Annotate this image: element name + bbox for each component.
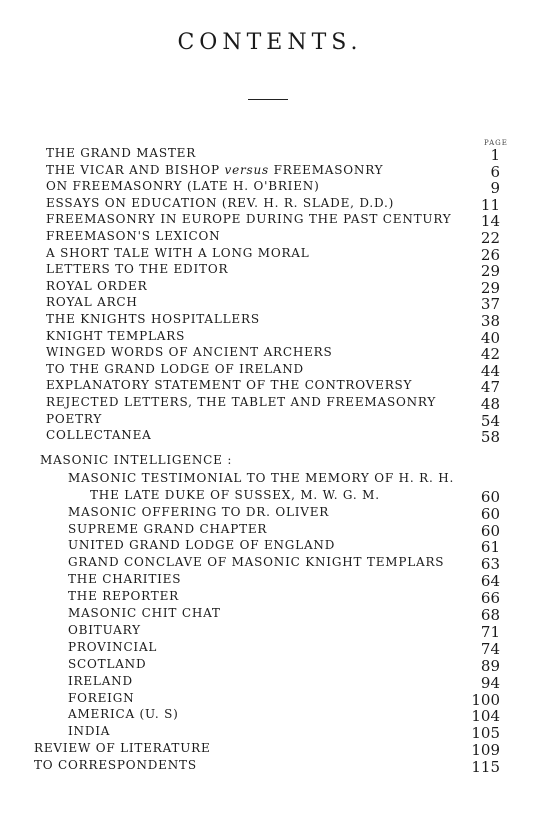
contents-entry — [0, 329, 540, 347]
entry-page-number: 1 — [490, 146, 500, 164]
contents-entry — [0, 229, 540, 247]
masonic-intelligence-entry — [0, 522, 540, 540]
entry-page-number: 61 — [480, 538, 500, 557]
entry-title: ROYAL ORDER — [46, 278, 148, 293]
entry-page-number: 60 — [480, 521, 500, 540]
entry-title-italic: versus — [224, 162, 269, 177]
entry-title: FOREIGN — [68, 690, 135, 705]
entry-title: THE REPORTER — [68, 589, 179, 604]
entry-page-number: 9 — [490, 179, 500, 198]
entry-title: MASONIC CHIT CHAT — [68, 606, 221, 620]
contents-entry — [0, 345, 540, 363]
entry-page-number: 48 — [480, 395, 500, 413]
contents-entry — [0, 295, 540, 313]
entry-title — [46, 163, 383, 177]
entry-page-number: 26 — [480, 245, 500, 264]
entry-title: ESSAYS ON EDUCATION (REV. H. R. SLADE, D.D.) — [46, 195, 395, 210]
entry-title: ON FREEMASONRY (LATE H. O'BRIEN) — [46, 179, 320, 194]
contents-entry — [0, 179, 540, 197]
contents-entry — [0, 279, 540, 297]
section-heading: MASONIC INTELLIGENCE : — [40, 452, 233, 467]
entry-title: FREEMASON'S LEXICON — [46, 229, 221, 243]
entry-page-number: 89 — [480, 656, 500, 675]
entry-title: THE GRAND MASTER — [46, 146, 197, 160]
entry-title: A SHORT TALE WITH A LONG MORAL — [46, 245, 310, 260]
masonic-intelligence-entry — [0, 538, 540, 556]
entry-page-number: 42 — [480, 345, 500, 364]
entry-page-number: 54 — [480, 411, 500, 430]
masonic-intelligence-entry — [0, 589, 540, 607]
entry-page-number: 94 — [480, 673, 500, 692]
masonic-intelligence-entry — [0, 505, 540, 523]
entry-title: TO CORRESPONDENTS — [34, 758, 197, 773]
entry-title: ROYAL ARCH — [46, 295, 138, 310]
contents-entry — [0, 378, 540, 396]
entry-page-number: 60 — [480, 504, 500, 523]
entry-page-number: 40 — [480, 328, 500, 347]
entry-page-number: 115 — [471, 758, 500, 777]
entry-page-number: 38 — [480, 312, 500, 330]
entry-title: OBITUARY — [68, 622, 141, 637]
contents-entry — [0, 741, 540, 759]
masonic-intelligence-entry — [0, 674, 540, 692]
entry-title: GRAND CONCLAVE OF MASONIC KNIGHT TEMPLARS — [68, 555, 445, 570]
entry-title: WINGED WORDS OF ANCIENT ARCHERS — [46, 345, 333, 360]
entry-title: FREEMASONRY IN EUROPE DURING THE PAST CENTURY — [46, 212, 452, 227]
entry-page-number: 11 — [480, 195, 500, 214]
masonic-intelligence-entry — [0, 707, 540, 725]
entry-title: SUPREME GRAND CHAPTER — [68, 521, 268, 536]
entry-page-number: 60 — [480, 487, 500, 506]
entry-page-number: 100 — [471, 690, 500, 709]
entry-title: REJECTED LETTERS, THE TABLET AND FREEMASONRY — [46, 395, 437, 409]
masonic-intelligence-entry — [0, 572, 540, 590]
entry-page-number: 14 — [480, 212, 500, 231]
entry-page-number: 6 — [490, 162, 500, 181]
contents-entry — [0, 212, 540, 230]
entry-title: THE KNIGHTS HOSPITALLERS — [46, 312, 260, 326]
entry-title-part: THE VICAR AND BISHOP — [46, 162, 225, 177]
entry-page-number: 66 — [480, 589, 500, 608]
entry-title: INDIA — [68, 724, 111, 739]
entry-page-number: 64 — [480, 572, 500, 591]
entry-title: PROVINCIAL — [68, 639, 158, 654]
contents-entry — [0, 146, 540, 164]
masonic-intelligence-entry — [0, 555, 540, 573]
entry-page-number: 104 — [471, 707, 500, 726]
entry-title: TO THE GRAND LODGE OF IRELAND — [46, 361, 304, 376]
entry-page-number: 47 — [480, 378, 500, 397]
masonic-intelligence-entry — [0, 488, 540, 506]
entry-title: POETRY — [46, 411, 103, 426]
entry-page-number: 109 — [471, 741, 500, 760]
entry-page-number: 105 — [471, 724, 500, 743]
page-column-heading: PAGE — [484, 139, 508, 147]
masonic-intelligence-entry — [0, 640, 540, 658]
entry-page-number: 22 — [480, 229, 500, 247]
entry-title: SCOTLAND — [68, 656, 147, 671]
masonic-intelligence-entry — [0, 691, 540, 709]
entry-title: EXPLANATORY STATEMENT OF THE CONTROVERSY — [46, 378, 413, 393]
entry-page-number: 37 — [480, 295, 500, 314]
masonic-intelligence-entry — [0, 623, 540, 641]
entry-title-part: FREEMASONRY — [269, 162, 384, 177]
masonic-intelligence-entry — [0, 471, 540, 489]
entry-page-number: 29 — [480, 278, 500, 297]
contents-entry — [0, 312, 540, 330]
masonic-intelligence-entry — [0, 657, 540, 675]
page-title: CONTENTS. — [177, 30, 363, 55]
entry-title: KNIGHT TEMPLARS — [46, 328, 186, 343]
contents-entry — [0, 428, 540, 446]
contents-entry — [0, 412, 540, 430]
entry-title: AMERICA (U. S) — [68, 707, 179, 722]
masonic-intelligence-entry — [0, 724, 540, 742]
entry-page-number: 44 — [480, 361, 500, 380]
entry-title: LETTERS TO THE EDITOR — [46, 262, 229, 277]
entry-title: THE CHARITIES — [68, 572, 182, 587]
contents-entry — [0, 262, 540, 280]
entry-title: UNITED GRAND LODGE OF ENGLAND — [68, 538, 336, 553]
contents-entry — [0, 758, 540, 776]
contents-entry — [0, 246, 540, 264]
contents-entry — [0, 163, 540, 181]
entry-page-number: 58 — [480, 428, 500, 447]
masonic-intelligence-entry — [0, 606, 540, 624]
masonic-intelligence-heading — [0, 453, 540, 471]
entry-title: IRELAND — [68, 673, 133, 688]
entry-page-number: 71 — [480, 622, 500, 641]
entry-page-number: 68 — [480, 606, 500, 624]
entry-page-number: 63 — [480, 555, 500, 574]
entry-page-number: 74 — [480, 639, 500, 658]
contents-entry — [0, 395, 540, 413]
entry-title: THE LATE DUKE OF SUSSEX, M. W. G. M. — [90, 487, 380, 502]
contents-entry — [0, 362, 540, 380]
entry-title: MASONIC TESTIMONIAL TO THE MEMORY OF H. R. H. — [68, 470, 455, 485]
contents-entry — [0, 196, 540, 214]
entry-title: COLLECTANEA — [46, 428, 152, 443]
entry-title: REVIEW OF LITERATURE — [34, 741, 211, 756]
entry-title: MASONIC OFFERING TO DR. OLIVER — [68, 504, 330, 519]
entry-page-number: 29 — [480, 262, 500, 281]
